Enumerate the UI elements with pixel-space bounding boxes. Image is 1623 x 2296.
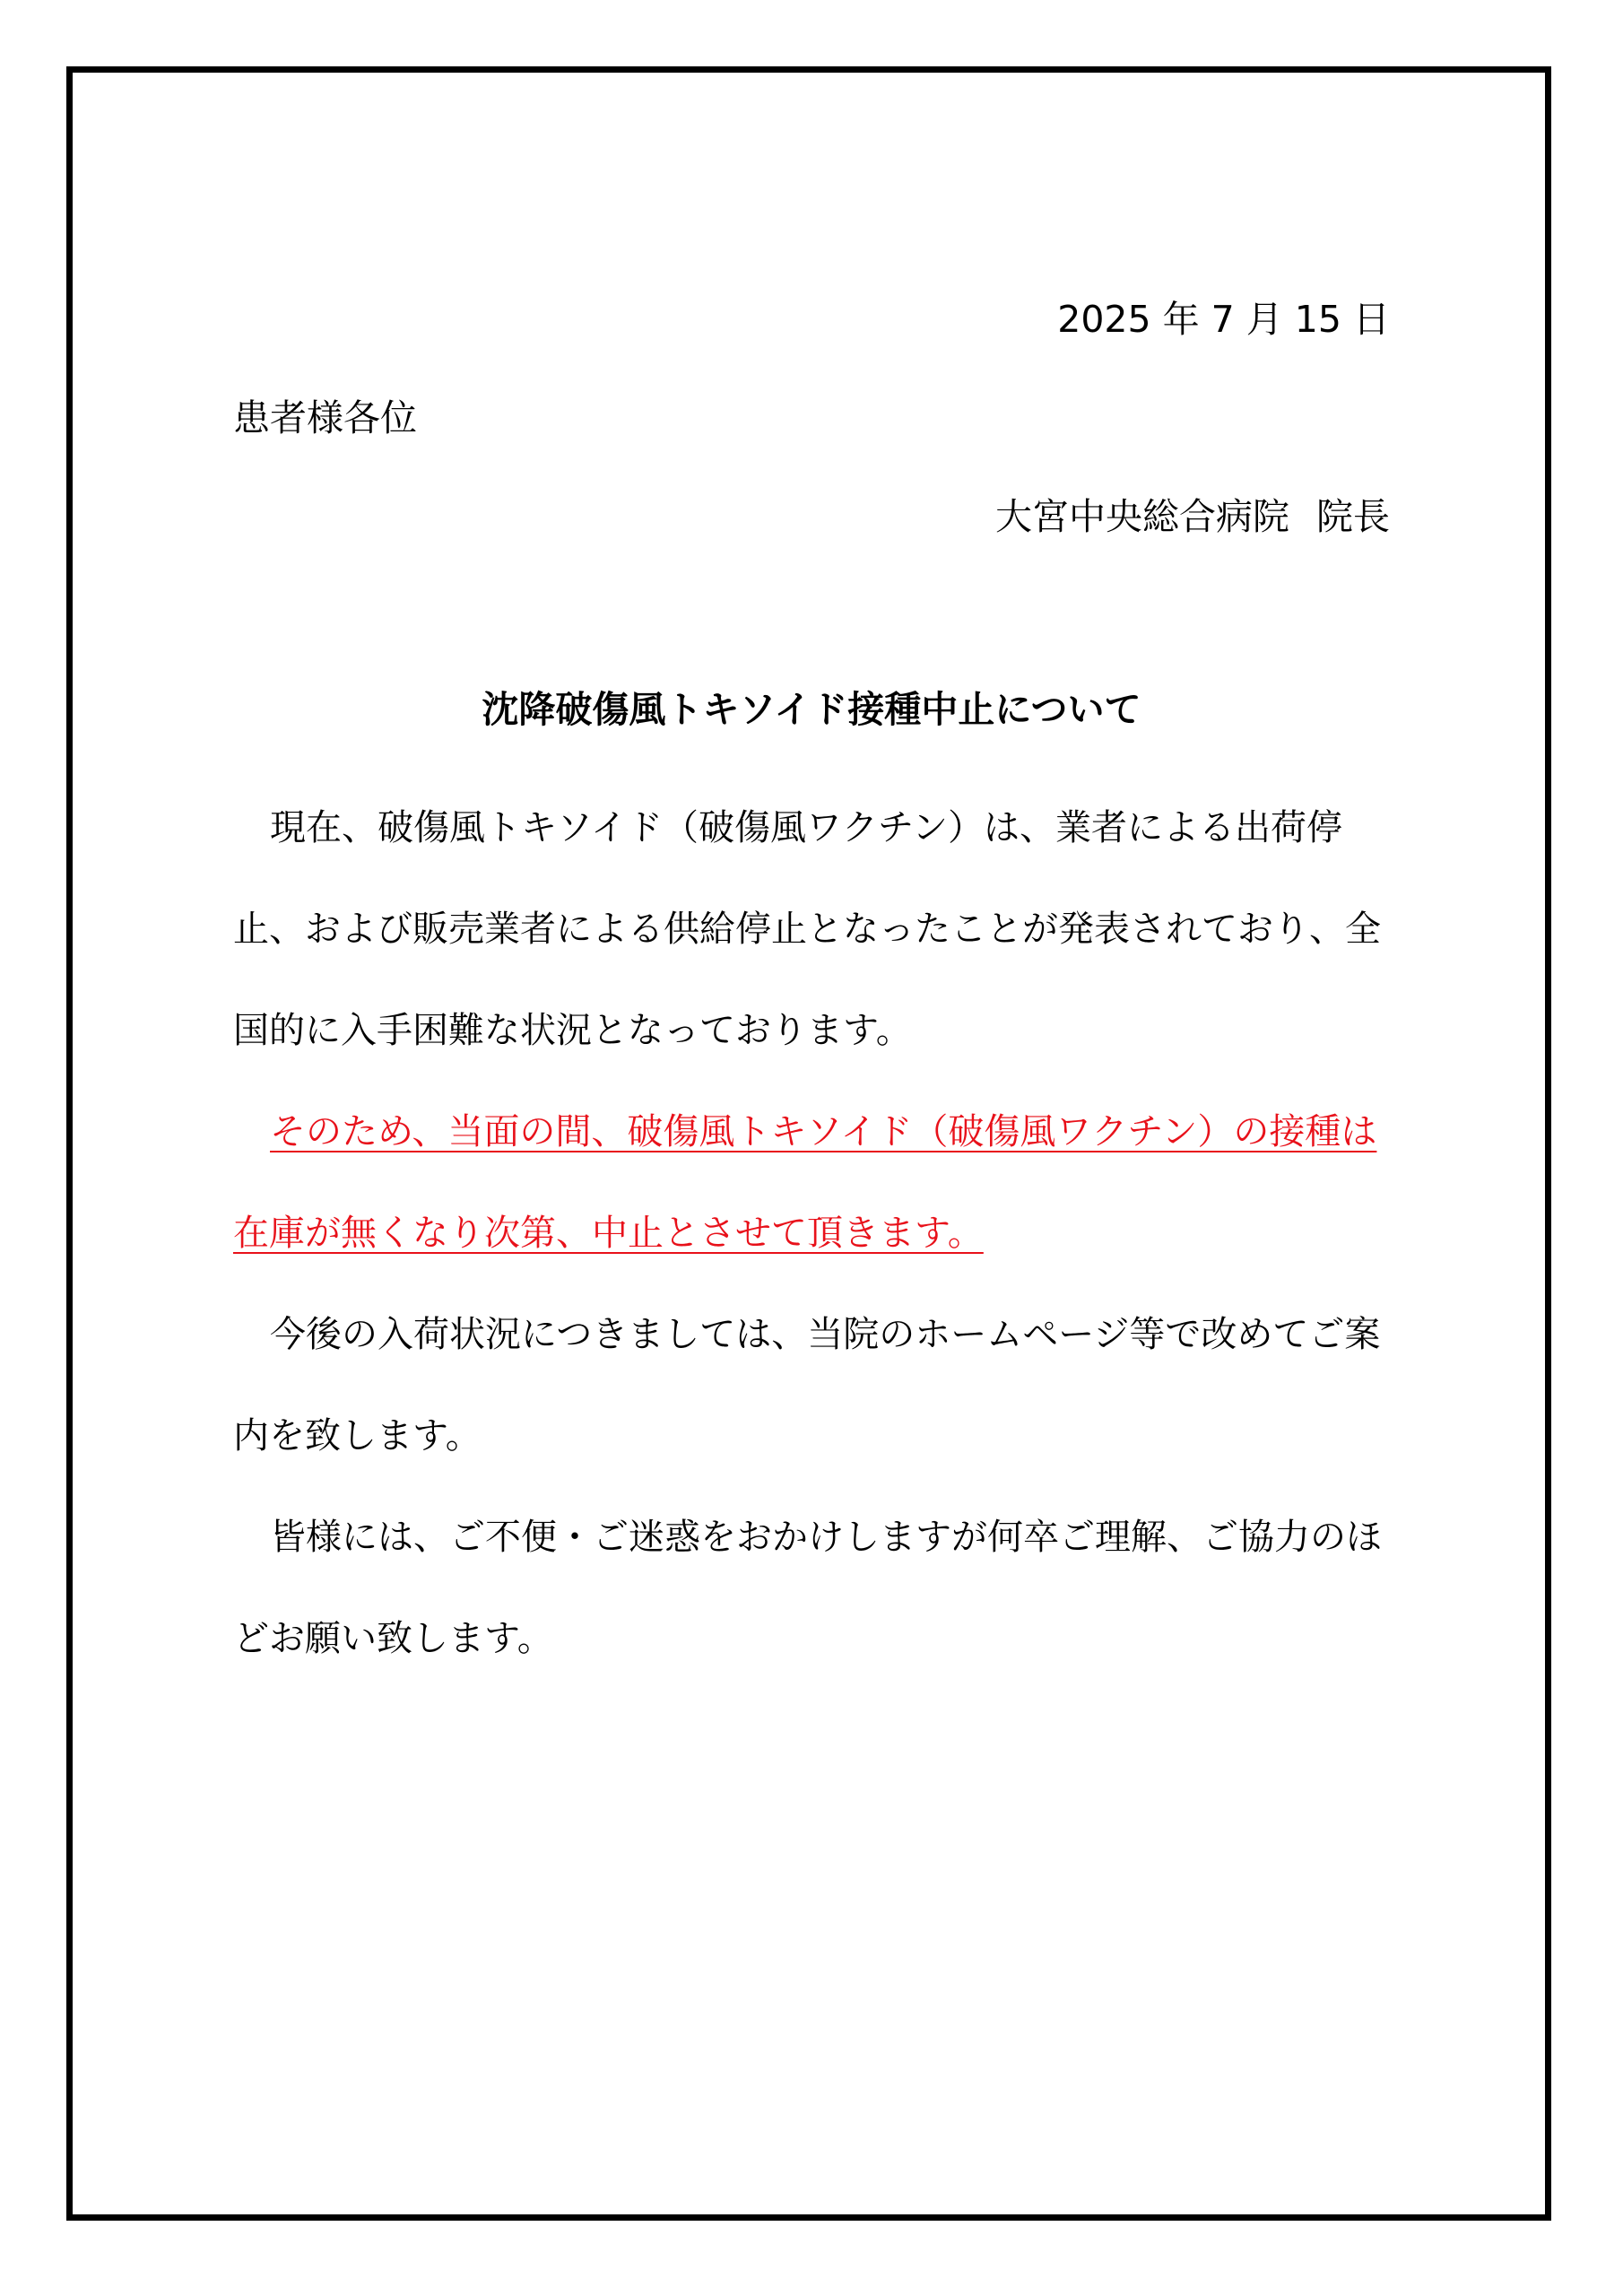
sender: [995, 491, 1390, 542]
sender-role: 院長: [1316, 495, 1390, 538]
sender-organization: 大宮中央総合病院: [995, 495, 1289, 538]
emphasized-text: そのため、当面の間、破傷風トキソイド（破傷風ワクチン）の接種は在庫が無くなり次第、中止とさせて頂きます。: [233, 1111, 1377, 1254]
paragraph-text: 現在、破傷風トキソイド（破傷風ワクチン）は、業者による出荷停止、および販売業者による供給停止となったことが発表されており、全国的に入手困難な状況となっております。: [233, 807, 1381, 1051]
notice-date: 2025 年 7 月 15 日: [1057, 298, 1390, 341]
paragraph-suspension-notice: [233, 1082, 1390, 1284]
notice-title: 沈降破傷風トキソイド接種中止について: [482, 688, 1141, 731]
paragraph-text: 皆様には、ご不便・ご迷惑をおかけしますが何卒ご理解、ご協力のほどお願い致します。: [233, 1517, 1382, 1659]
paragraph-text: 今後の入荷状況につきましては、当院のホームページ等で改めてご案内を致します。: [233, 1314, 1381, 1457]
paragraph-future-info: [233, 1284, 1390, 1487]
paragraph-apology: [233, 1487, 1390, 1690]
notice-body: [233, 778, 1390, 1690]
addressee: 患者様各位: [233, 396, 417, 439]
paragraph-supply-status: [233, 778, 1390, 1082]
